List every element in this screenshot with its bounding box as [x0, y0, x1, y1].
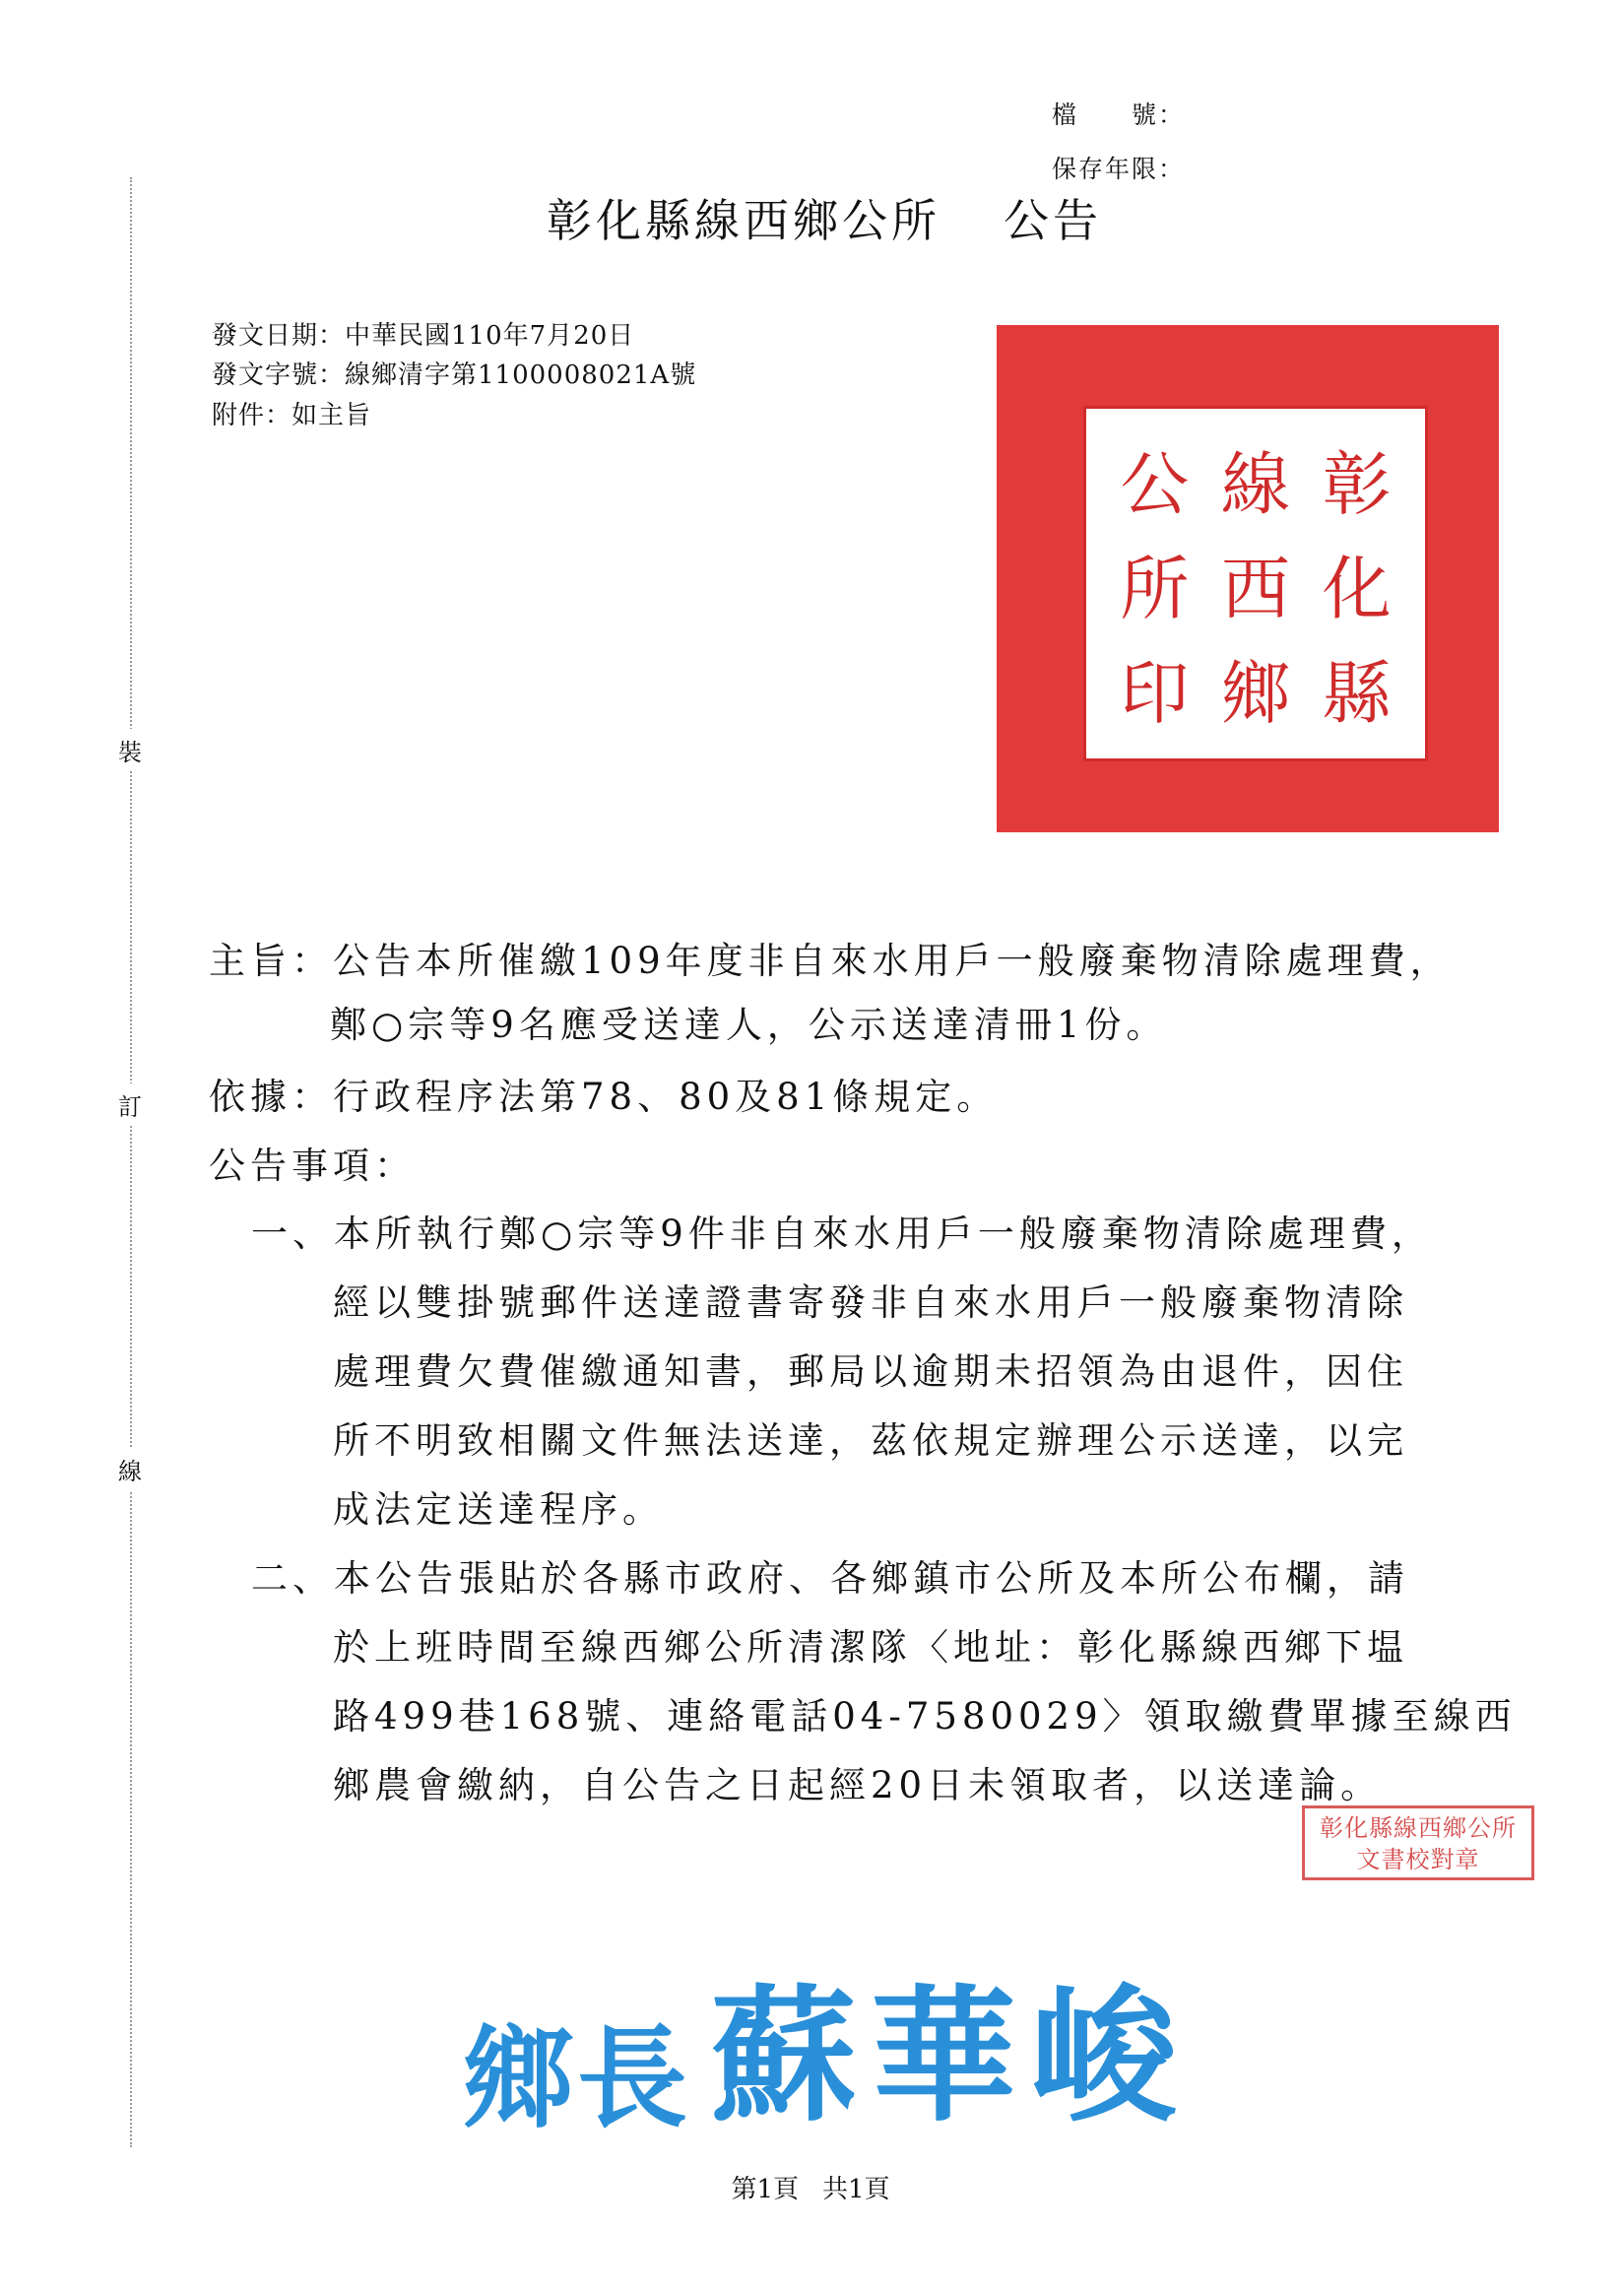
official-seal: [997, 325, 1499, 832]
binding-mark-zhuang: 裝: [118, 729, 142, 771]
seal-char: 鄉: [1221, 653, 1290, 735]
seal-char: 公: [1120, 443, 1190, 525]
proofreading-stamp: [1302, 1805, 1534, 1880]
seal-char: 化: [1322, 548, 1392, 629]
seal-char: 線: [1221, 443, 1290, 525]
agency-name: 彰化縣線西鄉公所: [547, 194, 940, 247]
attachment: 附件：如主旨: [212, 401, 372, 430]
page-title: [547, 185, 1102, 250]
file-number-label: 檔 號：: [1052, 100, 1186, 129]
issue-date: 發文日期：中華民國110年7月20日: [212, 321, 635, 351]
item2-line-4: 鄉農會繳納，自公告之日起經20日未領取者，以送達論。: [333, 1764, 1383, 1806]
page-footer: [0, 2169, 1621, 2205]
subject-line-1: 主旨：公告本所催繳109年度非自來水用戶一般廢棄物清除處理費，: [209, 940, 1452, 982]
item1-line-4: 所不明致相關文件無法送達，茲依規定辦理公示送達，以完: [333, 1419, 1408, 1462]
mayor-signature-stamp: [463, 1940, 1190, 2149]
doc-type: 公告: [1004, 194, 1102, 247]
item1-line-3: 處理費欠費催繳通知書，郵局以逾期未招領為由退件，因住: [333, 1350, 1408, 1393]
stamp-line-2: 文書校對章: [1356, 1846, 1480, 1873]
seal-char: 縣: [1322, 653, 1392, 735]
item2-line-2: 於上班時間至線西鄉公所清潔隊〈地址：彰化縣線西鄉下塭: [333, 1626, 1408, 1669]
item2-line-3: 路499巷168號、連絡電話04-7580029〉領取繳費單據至線西: [333, 1695, 1517, 1738]
basis: 依據：行政程序法第78、80及81條規定。: [209, 1076, 999, 1118]
item1-line-5: 成法定送達程序。: [333, 1488, 664, 1531]
binding-line: [130, 177, 132, 2147]
items-heading: 公告事項：: [209, 1145, 416, 1187]
binding-mark-ding: 訂: [118, 1083, 142, 1126]
signature-title: 鄉長: [463, 2015, 691, 2143]
item2-line-1: 二、本公告張貼於各縣市政府、各鄉鎮市公所及本所公布欄，請: [251, 1557, 1409, 1600]
seal-char: 西: [1221, 548, 1290, 629]
subject-line-2: 鄭○宗等9名應受送達人，公示送達清冊1份。: [330, 1004, 1168, 1046]
page-total: 共1頁: [822, 2175, 890, 2204]
signature-name: 蘇華峻: [711, 1972, 1190, 2141]
seal-char: 印: [1120, 653, 1190, 735]
binding-mark-xian: 線: [118, 1448, 142, 1490]
item1-line-1: 一、本所執行鄭○宗等9件非自來水用戶一般廢棄物清除處理費，: [251, 1213, 1433, 1255]
seal-characters: [1104, 426, 1407, 741]
seal-char: 彰: [1322, 443, 1392, 525]
stamp-line-1: 彰化縣線西鄉公所: [1320, 1814, 1517, 1842]
reference-number: 發文字號：線鄉清字第1100008021A號: [212, 361, 697, 390]
seal-inner-frame: [1083, 406, 1428, 761]
page-number: 第1頁: [731, 2175, 799, 2204]
item1-line-2: 經以雙掛號郵件送達證書寄發非自來水用戶一般廢棄物清除: [333, 1281, 1408, 1324]
retention-label: 保存年限：: [1052, 155, 1186, 183]
seal-char: 所: [1120, 548, 1190, 629]
